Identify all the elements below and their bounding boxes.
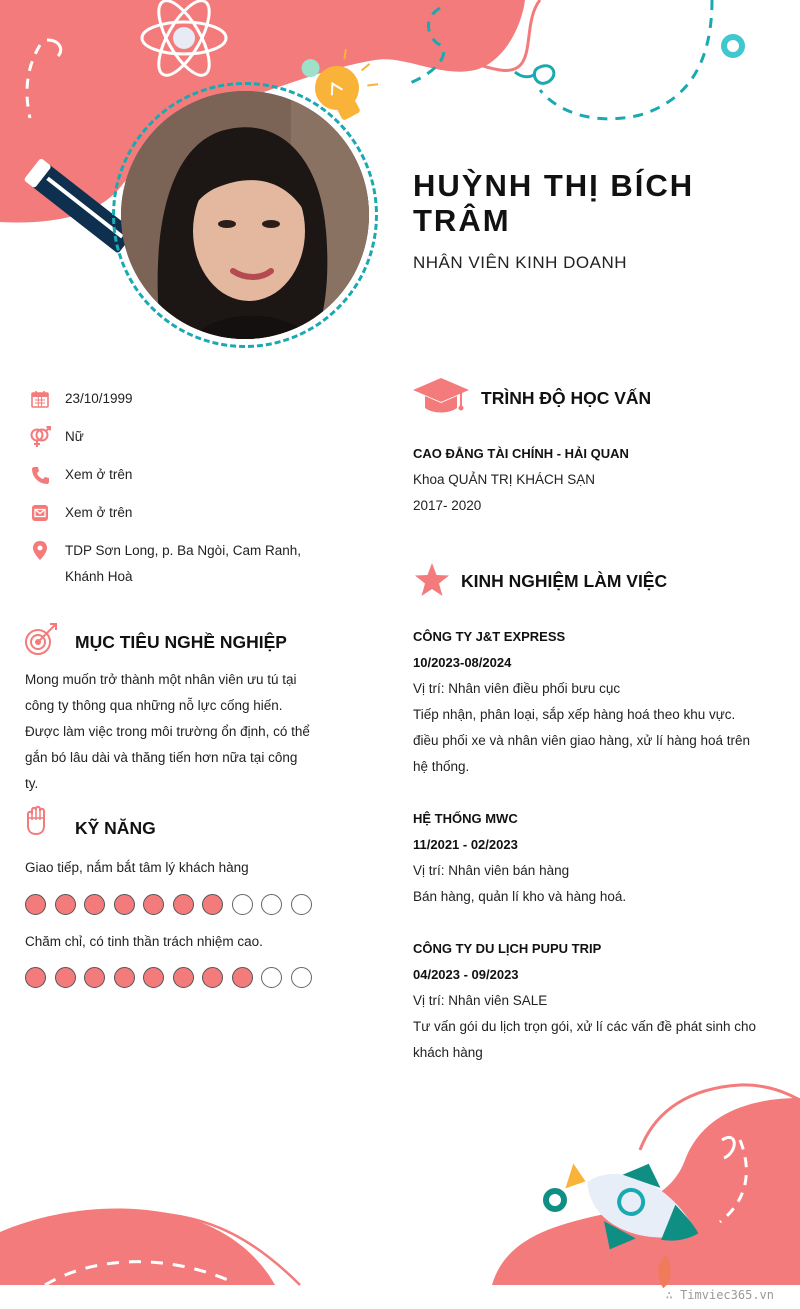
job-desc-line: Tiếp nhận, phân loại, sắp xếp hàng hoá theo khu vực. (413, 707, 736, 722)
candidate-name-line1: HUỲNH THỊ BÍCH (413, 168, 695, 203)
profile-photo-frame (112, 82, 378, 348)
avatar (121, 91, 369, 339)
graduation-cap-icon (413, 378, 469, 419)
phone-icon (28, 464, 52, 486)
skill-dot-filled (25, 967, 46, 988)
target-icon (24, 622, 58, 661)
email-value: Xem ở trên (65, 505, 133, 520)
objective-line: công ty thông qua những nỗ lực cống hiến. (25, 698, 283, 713)
skill-dot-filled (202, 967, 223, 988)
job-desc-line: Bán hàng, quản lí kho và hàng hoá. (413, 889, 627, 904)
experience-title: KINH NGHIỆM LÀM VIỆC (461, 571, 668, 591)
objective-title: MỤC TIÊU NGHỀ NGHIỆP (75, 632, 287, 652)
skill-label-1: Giao tiếp, nắm bắt tâm lý khách hàng (25, 860, 249, 875)
skill-dot-filled (143, 967, 164, 988)
teal-ring (724, 37, 742, 55)
gender-icon (28, 426, 52, 448)
skill-dot-filled (55, 967, 76, 988)
location-icon (28, 540, 52, 562)
skill-dot-empty (261, 967, 282, 988)
job-desc-line: hệ thống. (413, 759, 470, 774)
job-period: 10/2023-08/2024 (413, 655, 512, 670)
job-desc-line: khách hàng (413, 1045, 483, 1060)
job-entry-3 (413, 936, 769, 1066)
job-position: Vị trí: Nhân viên SALE (413, 993, 548, 1008)
candidate-name (413, 168, 783, 238)
skill-dot-filled (84, 967, 105, 988)
site-watermark: ∴ Timviec365.vn (665, 1288, 774, 1302)
star-icon (414, 563, 450, 602)
teal-ring-small (546, 1191, 564, 1209)
contact-gender (28, 426, 348, 450)
skill-dot-empty (261, 894, 282, 915)
job-position: Vị trí: Nhân viên điều phối bưu cục (413, 681, 621, 696)
job-desc-line: điều phối xe và nhân viên giao hàng, xử lí hàng hoá trên (413, 733, 751, 748)
skill-dot-empty (291, 967, 312, 988)
top-right-dashed-curve (540, 0, 712, 119)
skill-dot-filled (173, 894, 194, 915)
objective-line: ty. (25, 776, 39, 791)
skill-dot-empty (232, 894, 253, 915)
skill-dot-empty (291, 894, 312, 915)
contact-email (28, 502, 348, 526)
job-period: 11/2021 - 02/2023 (413, 837, 518, 852)
skill-dot-filled (202, 894, 223, 915)
contact-address (28, 540, 348, 590)
skill-rating-1 (25, 894, 312, 915)
phone-value: Xem ở trên (65, 467, 133, 482)
profile-photo (121, 91, 369, 339)
job-position: Vị trí: Nhân viên bán hàng (413, 863, 570, 878)
objective-text (25, 667, 318, 797)
address-line1: TDP Sơn Long, p. Ba Ngòi, Cam Ranh, (65, 543, 301, 558)
objective-line: gắn bó lâu dài và thăng tiến hơn nữa tại công (25, 750, 298, 765)
skill-dot-filled (114, 894, 135, 915)
education-school: CAO ĐẲNG TÀI CHÍNH - HẢI QUAN (413, 446, 629, 461)
job-company: CÔNG TY J&T EXPRESS (413, 629, 566, 644)
skill-dot-filled (143, 894, 164, 915)
skill-dot-filled (55, 894, 76, 915)
skill-dot-filled (173, 967, 194, 988)
job-desc-line: Tư vấn gói du lịch trọn gói, xử lí các vấn đề phát sinh cho (413, 1019, 757, 1034)
objective-line: Mong muốn trở thành một nhân viên ưu tú tại (25, 672, 297, 687)
education-major: Khoa QUẢN TRỊ KHÁCH SẠN (413, 472, 596, 487)
education-title: TRÌNH ĐỘ HỌC VẤN (481, 388, 652, 408)
job-company: HỆ THỐNG MWC (413, 811, 518, 826)
contact-birthday (28, 388, 348, 412)
calendar-icon (28, 388, 52, 410)
skill-dot-filled (232, 967, 253, 988)
job-period: 04/2023 - 09/2023 (413, 967, 519, 982)
address-line2: Khánh Hoà (65, 569, 133, 584)
candidate-position: NHÂN VIÊN KINH DOANH (413, 253, 628, 272)
hand-icon (24, 804, 48, 841)
candidate-name-line2: TRÂM (413, 203, 511, 238)
contact-phone (28, 464, 348, 488)
job-entry-2 (413, 806, 769, 910)
job-company: CÔNG TY DU LỊCH PUPU TRIP (413, 941, 602, 956)
email-icon (28, 502, 52, 524)
skill-dot-filled (84, 894, 105, 915)
objective-line: Được làm việc trong môi trường ổn định, có thể (25, 724, 310, 739)
education-block (413, 441, 629, 519)
bottom-left-blob (0, 1209, 275, 1285)
address-value (65, 538, 301, 590)
skill-dot-filled (25, 894, 46, 915)
skill-dot-filled (114, 967, 135, 988)
skill-rating-2 (25, 967, 312, 988)
gender-value: Nữ (65, 429, 84, 444)
birthday-value: 23/10/1999 (65, 391, 133, 406)
education-years: 2017- 2020 (413, 498, 482, 513)
skill-label-2: Chăm chỉ, có tinh thần trách nhiệm cao. (25, 934, 263, 949)
skills-title: KỸ NĂNG (75, 818, 156, 838)
job-entry-1 (413, 624, 769, 780)
